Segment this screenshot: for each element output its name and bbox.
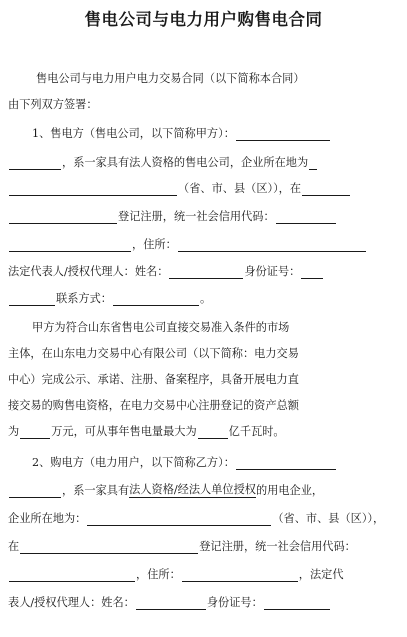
intro-line-1	[8, 62, 400, 86]
seller-credit-code-blank	[276, 210, 336, 224]
seller-line-7	[8, 282, 400, 306]
buyer-name-blank-cont	[9, 484, 61, 498]
seller-heading: 1、售电方（售电公司，以下简称甲方）：	[32, 127, 235, 140]
paragraph-text: 万元，可从事年售电量最大为	[51, 425, 197, 438]
seller-rep-name-blank	[169, 265, 243, 279]
buyer-text: 身份证号：	[206, 596, 263, 609]
buyer-text: （省、市、县（区）），	[272, 512, 385, 525]
seller-address-blank	[178, 238, 366, 252]
seller-line-4	[8, 200, 400, 224]
paragraph-line-3	[8, 363, 400, 387]
buyer-text: ，住所：	[136, 568, 181, 581]
paragraph-line-1	[8, 311, 400, 335]
seller-name-blank	[236, 127, 330, 141]
buyer-text: ，系一家具有	[62, 484, 130, 497]
buyer-line-2	[8, 474, 400, 498]
seller-registry-blank	[302, 182, 350, 196]
buyer-credit-code-blank	[9, 568, 135, 582]
paragraph-line-2	[8, 337, 400, 361]
seller-name-blank-cont	[9, 156, 61, 170]
seller-location-blank	[309, 156, 317, 170]
seller-registry-blank-cont	[9, 210, 117, 224]
seller-text: 身份证号：	[244, 265, 301, 278]
seller-text: 。	[199, 292, 212, 305]
seller-text: （省、市、县（区）），在	[178, 182, 302, 195]
buyer-registry-blank	[20, 540, 198, 554]
seller-id-number-blank	[301, 265, 323, 279]
max-sales-blank	[198, 425, 228, 439]
paragraph-line-4	[8, 389, 400, 413]
buyer-heading: 2、购电方（电力用户，以下简称乙方）：	[32, 456, 235, 469]
seller-line-6	[8, 255, 400, 279]
buyer-text: 表人/授权代理人：姓名：	[8, 596, 135, 609]
buyer-line-6	[8, 586, 400, 610]
seller-location-blank-cont	[9, 182, 177, 196]
seller-heading-line	[8, 117, 400, 141]
buyer-line-4	[8, 530, 400, 554]
intro-line-2	[8, 88, 400, 112]
seller-credit-code-blank-cont	[9, 238, 131, 252]
paragraph-text: 主体，在山东电力交易中心有限公司（以下简称：电力交易	[8, 347, 299, 360]
buyer-text: ，法定代	[298, 568, 344, 581]
seller-text: ，系一家具有法人资格的售电公司，企业所在地为	[62, 156, 309, 169]
seller-text: 法定代表人/授权代理人：姓名：	[8, 265, 169, 278]
buyer-address-blank	[182, 568, 298, 582]
seller-text: 登记注册，统一社会信用代码：	[118, 210, 275, 223]
buyer-rep-name-blank	[136, 596, 206, 610]
seller-text: ，住所：	[132, 238, 177, 251]
buyer-text: 登记注册，统一社会信用代码：	[199, 540, 356, 553]
buyer-location-blank	[87, 512, 271, 526]
document-title: 售电公司与电力用户购售电合同	[84, 10, 323, 29]
paragraph-text: 中心）完成公示、承诺、注册、备案程序，具备开展电力直	[8, 373, 299, 386]
paragraph-text: 亿千瓦时。	[228, 425, 285, 438]
seller-id-number-blank-cont	[9, 292, 55, 306]
paragraph-line-5	[8, 415, 400, 439]
buyer-line-3	[8, 502, 400, 526]
intro-text: 售电公司与电力用户电力交易合同（以下简称本合同）	[36, 72, 305, 85]
seller-text: 联系方式：	[56, 292, 112, 305]
paragraph-text: 接交易的购售电资格，在电力交易中心注册登记的资产总额	[8, 399, 299, 412]
seller-line-3	[8, 172, 400, 196]
total-assets-blank	[20, 425, 50, 439]
buyer-qualification-text: 法人资格/经法人单位授权	[129, 483, 256, 496]
buyer-line-5	[8, 558, 400, 582]
seller-contact-blank	[113, 292, 199, 306]
buyer-text: 企业所在地为：	[8, 512, 87, 525]
seller-line-2	[8, 146, 400, 170]
buyer-heading-line	[8, 446, 400, 470]
buyer-id-number-blank	[264, 596, 330, 610]
buyer-text: 的用电企业，	[255, 484, 324, 497]
paragraph-text: 为	[8, 425, 20, 438]
buyer-text: 在	[8, 540, 20, 553]
buyer-name-blank	[236, 456, 336, 470]
intro-text: 由下列双方签署：	[8, 98, 98, 111]
paragraph-text: 甲方为符合山东省售电公司直接交易准入条件的市场	[32, 321, 290, 334]
seller-line-5	[8, 228, 400, 252]
